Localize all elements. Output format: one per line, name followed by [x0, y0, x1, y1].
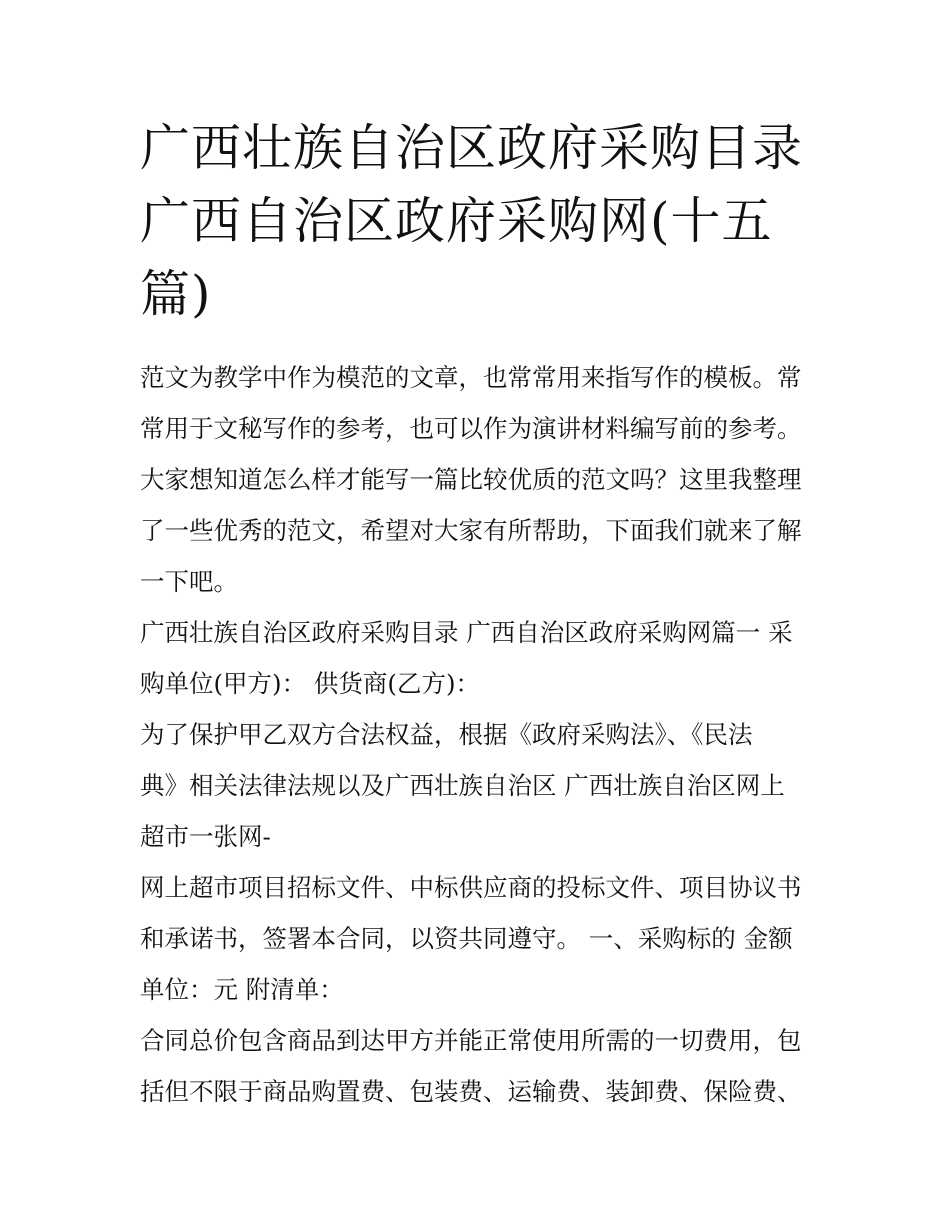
text-line: 合同总价包含商品到达甲方并能正常使用所需的一切费用，包 [140, 1026, 802, 1055]
title-line: 广西壮族自治区政府采购目录 [140, 119, 803, 177]
document-title [140, 112, 820, 331]
text-line: 为了保护甲乙双方合法权益，根据《政府采购法》、《民法 [140, 720, 753, 749]
paragraph-legal-basis [140, 709, 820, 862]
paragraph-parties [140, 607, 820, 709]
paragraph-intro [140, 352, 820, 607]
title-line: 广西自治区政府采购网(十五 [140, 192, 773, 250]
paragraph-total-price [140, 1015, 820, 1117]
text-line: 了一些优秀的范文，希望对大家有所帮助，下面我们就来了解 [140, 516, 802, 545]
text-line: 网上超市项目招标文件、中标供应商的投标文件、项目协议书 [140, 873, 802, 902]
title-line: 篇) [140, 265, 212, 323]
document-body [140, 352, 820, 1117]
text-line: 一下吧。 [140, 567, 238, 596]
text-line: 常用于文秘写作的参考，也可以作为演讲材料编写前的参考。 [140, 414, 802, 443]
text-line: 典》相关法律法规以及广西壮族自治区 广西壮族自治区网上 [140, 771, 785, 800]
text-line: 和承诺书，签署本合同，以资共同遵守。 一、采购标的 金额 [140, 924, 793, 953]
text-line: 超市一张网- [140, 822, 271, 851]
text-line: 广西壮族自治区政府采购目录 广西自治区政府采购网篇一 采 [140, 618, 793, 647]
text-line: 大家想知道怎么样才能写一篇比较优质的范文吗？这里我整理 [140, 465, 802, 494]
text-line: 单位：元 附清单： [140, 975, 344, 1004]
text-line: 购单位(甲方)： 供货商(乙方)： [140, 669, 481, 698]
text-line: 范文为教学中作为模范的文章，也常常用来指写作的模板。常 [140, 363, 802, 392]
text-line: 括但不限于商品购置费、包装费、运输费、装卸费、保险费、 [140, 1077, 802, 1106]
paragraph-contract-basis [140, 862, 820, 1015]
